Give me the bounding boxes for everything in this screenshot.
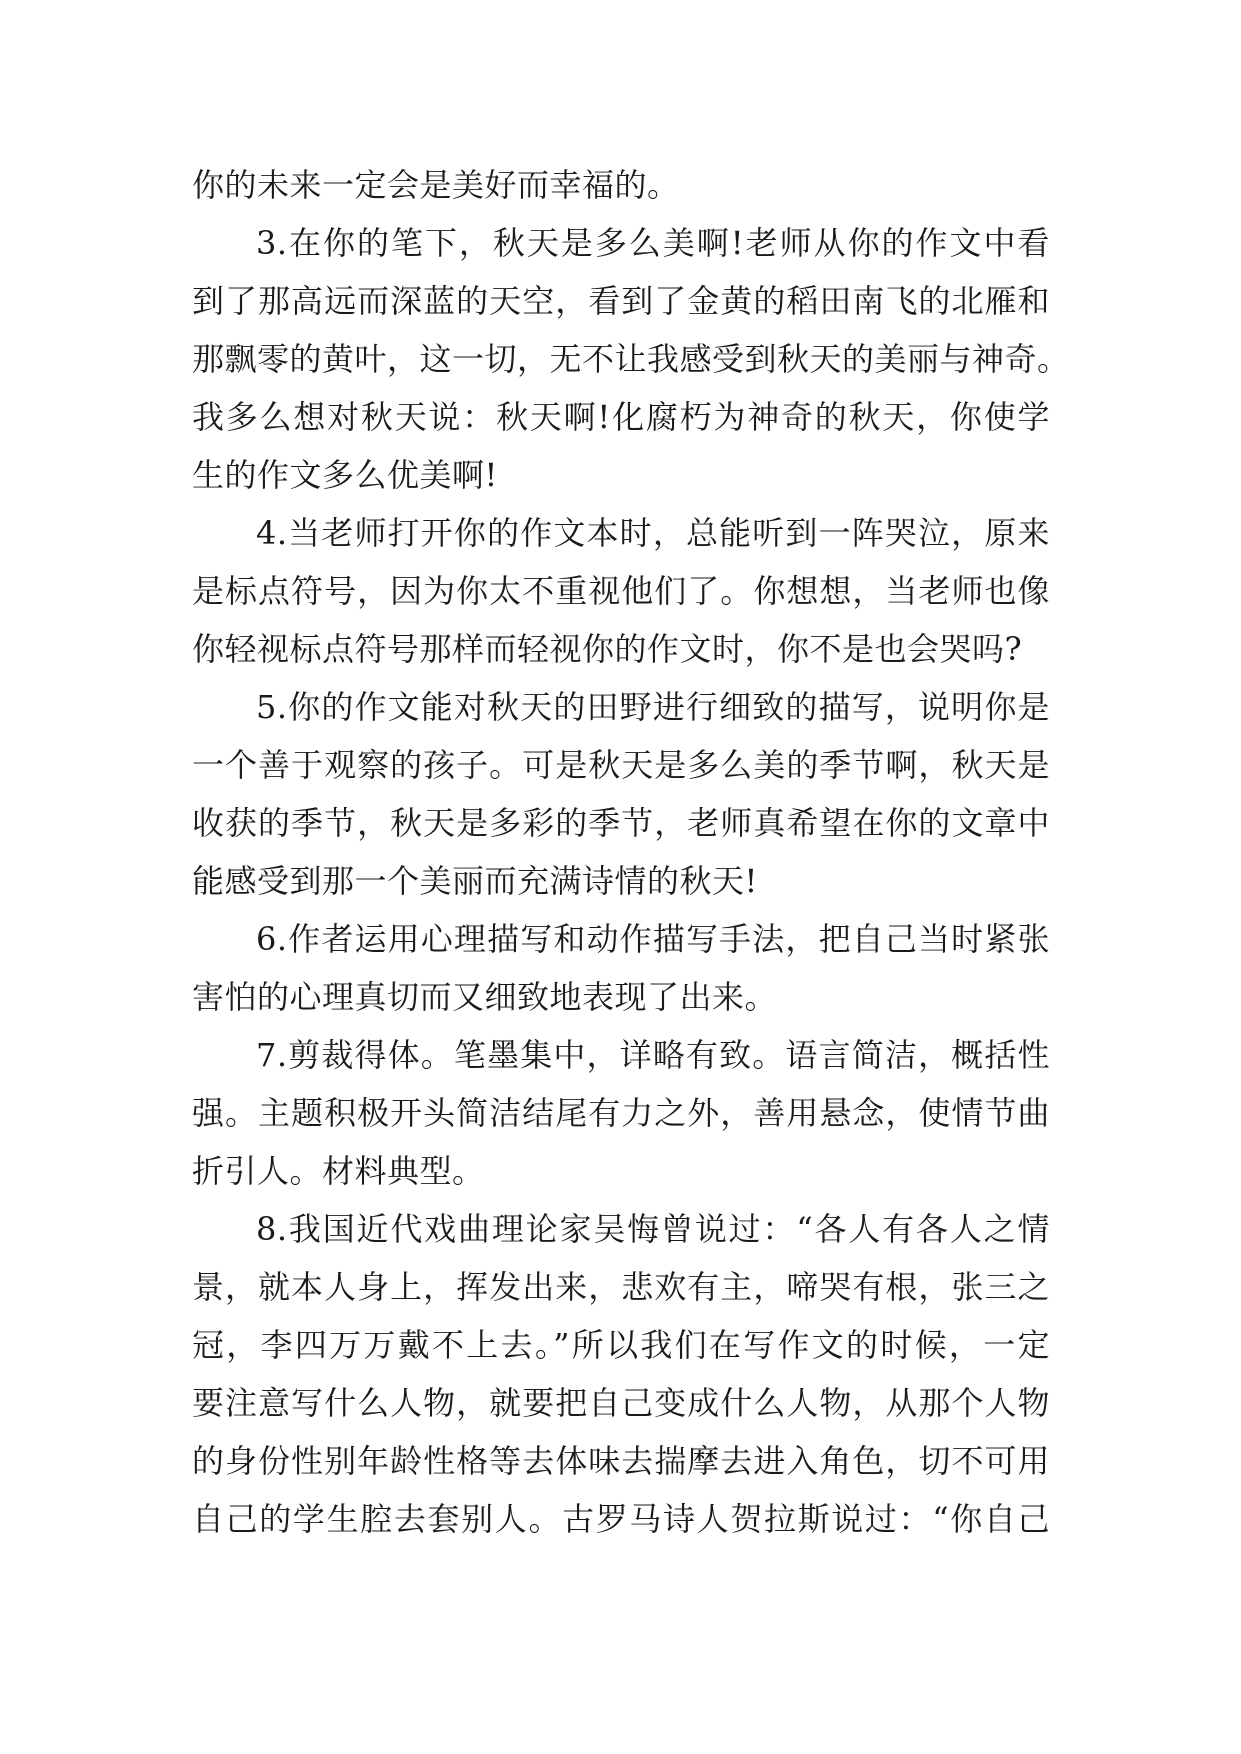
paragraph-3 — [192, 504, 1050, 678]
text-line: 要注意写什么人物，就要把自己变成什么人物，从那个人物 — [192, 1384, 1050, 1422]
text-line: 生的作文多么优美啊! — [192, 456, 498, 494]
text-line: 那飘零的黄叶，这一切，无不让我感受到秋天的美丽与神奇。 — [192, 340, 1070, 378]
paragraph-7 — [192, 1200, 1050, 1548]
document-page — [192, 156, 1070, 1548]
text-line: 强。主题积极开头简洁结尾有力之外，善用悬念，使情节曲 — [192, 1094, 1050, 1132]
paragraph-4 — [192, 678, 1050, 910]
text-line: 的身份性别年龄性格等去体味去揣摩去进入角色，切不可用 — [192, 1442, 1050, 1480]
text-line: 6.作者运用心理描写和动作描写手法，把自己当时紧张 — [256, 920, 1050, 958]
text-line: 折引人。材料典型。 — [192, 1152, 485, 1190]
text-line: 7.剪裁得体。笔墨集中，详略有致。语言简洁，概括性 — [256, 1036, 1050, 1074]
text-line: 5.你的作文能对秋天的田野进行细致的描写，说明你是 — [256, 688, 1050, 726]
text-line: 能感受到那一个美丽而充满诗情的秋天! — [192, 862, 758, 900]
text-line: 8.我国近代戏曲理论家吴悔曾说过：“各人有各人之情 — [256, 1210, 1050, 1248]
text-line: 景，就本人身上，挥发出来，悲欢有主，啼哭有根，张三之 — [192, 1268, 1050, 1306]
text-line: 一个善于观察的孩子。可是秋天是多么美的季节啊，秋天是 — [192, 746, 1050, 784]
paragraph-2 — [192, 214, 1070, 504]
text-line: 收获的季节，秋天是多彩的季节，老师真希望在你的文章中 — [192, 804, 1050, 842]
paragraph-1 — [192, 156, 1050, 214]
text-line: 到了那高远而深蓝的天空，看到了金黄的稻田南飞的北雁和 — [192, 282, 1050, 320]
paragraph-6 — [192, 1026, 1050, 1200]
text-line: 3.在你的笔下，秋天是多么美啊!老师从你的作文中看 — [256, 224, 1050, 262]
text-line: 自己的学生腔去套别人。古罗马诗人贺拉斯说过：“你自己 — [192, 1500, 1050, 1538]
text-line: 你的未来一定会是美好而幸福的。 — [192, 166, 680, 204]
text-line: 冠，李四万万戴不上去。”所以我们在写作文的时候，一定 — [192, 1326, 1050, 1364]
text-line: 害怕的心理真切而又细致地表现了出来。 — [192, 978, 778, 1016]
text-line: 我多么想对秋天说：秋天啊!化腐朽为神奇的秋天，你使学 — [192, 398, 1050, 436]
text-line: 是标点符号，因为你太不重视他们了。你想想，当老师也像 — [192, 572, 1050, 610]
paragraph-5 — [192, 910, 1050, 1026]
text-line: 你轻视标点符号那样而轻视你的作文时，你不是也会哭吗? — [192, 630, 1023, 668]
text-line: 4.当老师打开你的作文本时，总能听到一阵哭泣，原来 — [256, 514, 1050, 552]
